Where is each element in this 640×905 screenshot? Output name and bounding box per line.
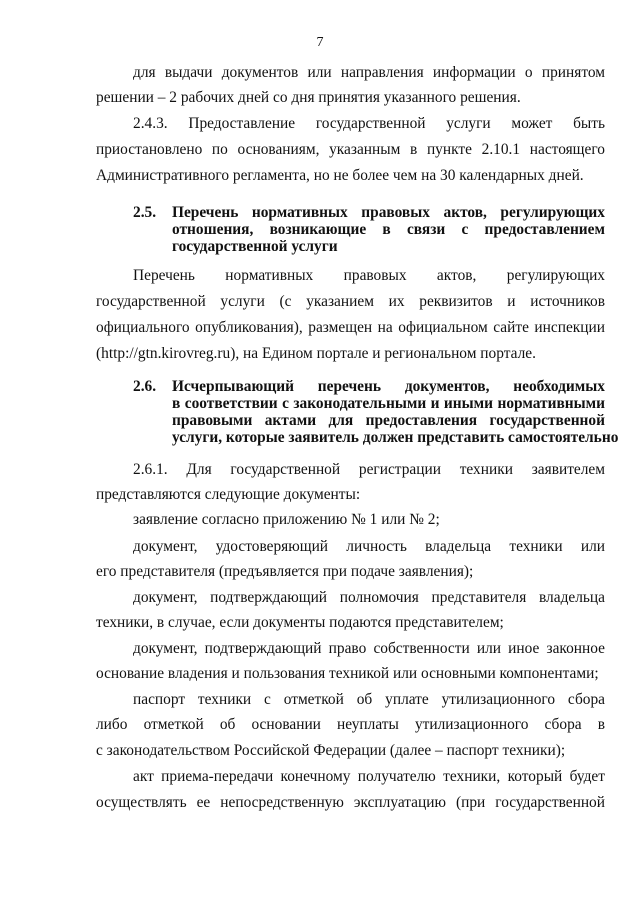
section-heading-line: услуги, которые заявитель должен представить самостоятельно	[172, 429, 619, 446]
text-line: Перечень нормативных правовых актов, регулирующих	[133, 267, 605, 284]
list-item: паспорт техники с отметкой об уплате утилизационного сбора	[133, 691, 605, 708]
text-line: осуществлять ее непосредственную эксплуатацию (при государственной	[96, 794, 605, 811]
text-line: решении – 2 рабочих дней со дня принятия указанного решения.	[96, 89, 521, 106]
text-line: его представителя (предъявляется при подаче заявления);	[96, 563, 474, 580]
section-number: 2.6.	[133, 378, 157, 395]
text-line: официального опубликования), размещен на официальном сайте инспекции	[96, 319, 605, 336]
section-number: 2.5.	[133, 204, 157, 221]
text-line: приостановлено по основаниям, указанным в пункте 2.10.1 настоящего	[96, 141, 605, 158]
text-line: представляются следующие документы:	[96, 486, 361, 503]
text-line: Административного регламента, но не более чем на 30 календарных дней.	[96, 167, 584, 184]
text-line: либо отметкой об основании неуплаты утилизационного сбора в	[96, 716, 605, 733]
list-item: документ, удостоверяющий личность владельца техники или	[133, 538, 605, 555]
section-heading-line: отношения, возникающие в связи с предоставлением	[172, 221, 605, 238]
section-heading-line: в соответствии с законодательными и иными нормативными	[172, 395, 605, 412]
page-number: 7	[316, 35, 324, 50]
text-line: 2.4.3. Предоставление государственной услуги может быть	[133, 115, 605, 132]
text-line: (http://gtn.kirovreg.ru), на Едином портале и региональном портале.	[96, 345, 536, 362]
text-line: 2.6.1. Для государственной регистрации техники заявителем	[133, 461, 605, 478]
list-item: документ, подтверждающий право собственности или иное законное	[133, 640, 605, 657]
list-item: документ, подтверждающий полномочия представителя владельца	[133, 589, 605, 606]
list-item: акт приема-передачи конечному получателю техники, который будет	[133, 768, 605, 785]
text-line: техники, в случае, если документы подаются представителем;	[96, 614, 504, 631]
text-line: основание владения и пользования техникой или основными компонентами;	[96, 665, 599, 682]
section-heading-line: Исчерпывающий перечень документов, необходимых	[172, 378, 605, 395]
section-heading-line: Перечень нормативных правовых актов, регулирующих	[172, 204, 605, 221]
text-line: для выдачи документов или направления информации о принятом	[133, 64, 605, 81]
section-heading-line: правовыми актами для предоставления государственной	[172, 412, 605, 429]
text-line: государственной услуги (с указанием их реквизитов и источников	[96, 293, 605, 310]
text-line: с законодательством Российской Федерации (далее – паспорт техники);	[96, 742, 566, 759]
section-heading-line: государственной услуги	[172, 238, 338, 255]
list-item: заявление согласно приложению № 1 или № 2;	[133, 511, 440, 528]
